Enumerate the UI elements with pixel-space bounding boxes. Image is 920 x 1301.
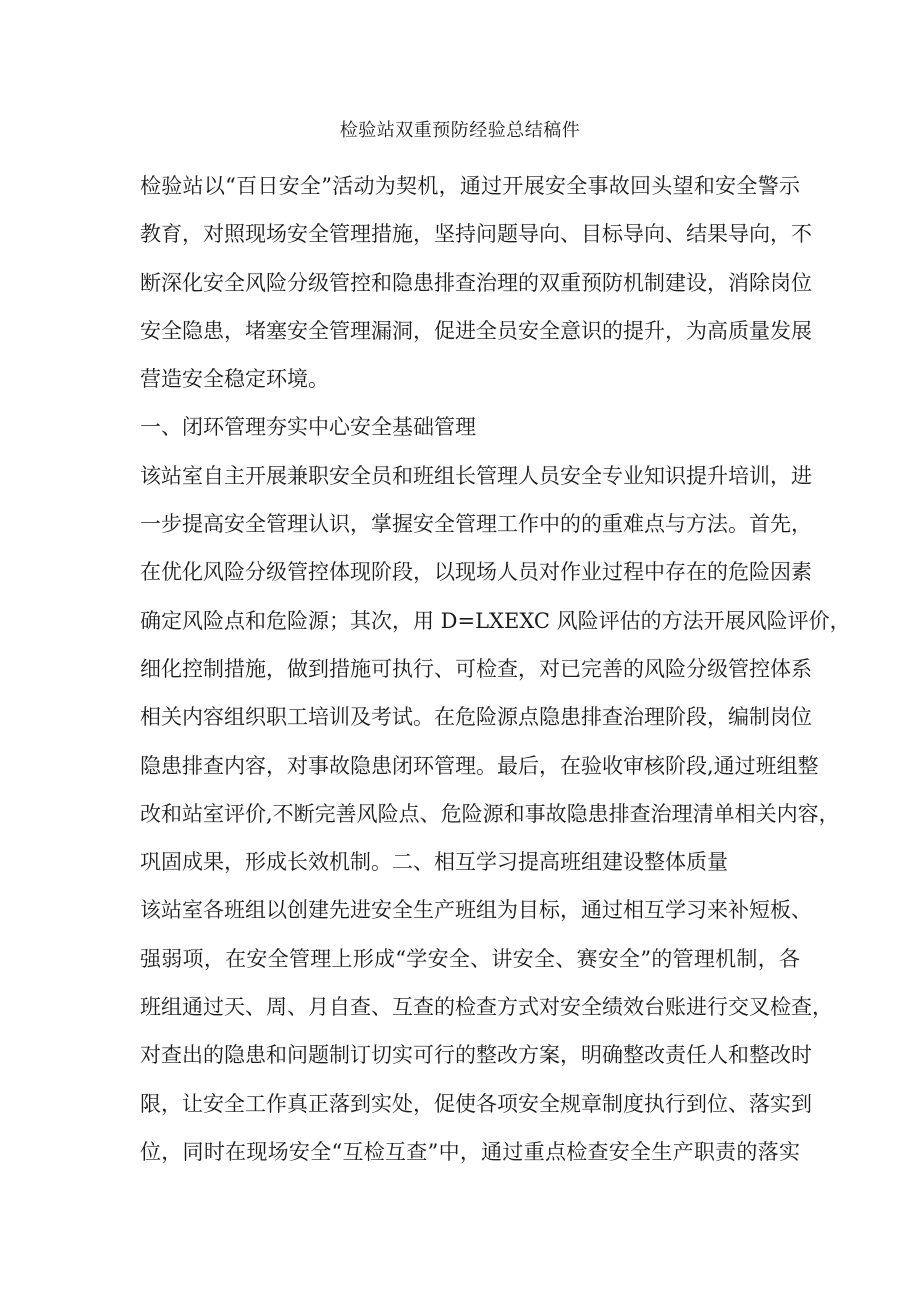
- paragraph-line: 相关内容组织职工培训及考试。在危险源点隐患排查治理阶段，编制岗位: [140, 705, 812, 730]
- paragraph-line: 限，让安全工作真正落到实处，促使各项安全规章制度执行到位、落实到: [140, 1091, 812, 1116]
- paragraph-line: 确定风险点和危险源；其次，用 D=LXEXC 风险评估的方法开展风险评价，: [140, 608, 851, 633]
- paragraph-line: 巩固成果，形成长效机制。二、相互学习提高班组建设整体质量: [140, 850, 728, 875]
- paragraph-line: 位，同时在现场安全“互检互查”中，通过重点检查安全生产职责的落实: [140, 1139, 800, 1164]
- paragraph-line: 强弱项，在安全管理上形成“学安全、讲安全、赛安全”的管理机制，各: [140, 946, 800, 971]
- paragraph-line: 班组通过天、周、月自查、互查的检查方式对安全绩效台账进行交叉检查，: [140, 995, 833, 1020]
- document-body: [140, 162, 851, 1176]
- section-heading: 一、闭环管理夯实中心安全基础管理: [140, 415, 476, 440]
- paragraph-line: 一步提高安全管理认识，掌握安全管理工作中的的重难点与方法。首先，: [140, 512, 812, 537]
- paragraph-line: 检验站以“百日安全”活动为契机，通过开展安全事故回头望和安全警示: [140, 174, 800, 198]
- paragraph-line: 安全隐患，堵塞安全管理漏洞，促进全员安全意识的提升，为高质量发展: [140, 318, 812, 343]
- paragraph-line: 改和站室评价,不断完善风险点、危险源和事故隐患排查治理清单相关内容，: [140, 801, 840, 826]
- paragraph-line: 细化控制措施，做到措施可执行、可检查，对已完善的风险分级管控体系: [140, 656, 812, 681]
- paragraph-line: 营造安全稳定环境。: [140, 367, 329, 392]
- paragraph-line: 隐患排查内容，对事故隐患闭环管理。最后，在验收审核阶段,通过班组整: [140, 753, 819, 778]
- paragraph-line: 断深化安全风险分级管控和隐患排查治理的双重预防机制建设，消除岗位: [140, 270, 812, 295]
- paragraph-line: 该站室自主开展兼职安全员和班组长管理人员安全专业知识提升培训，进: [140, 463, 812, 488]
- paragraph-line: 在优化风险分级管控体现阶段，以现场人员对作业过程中存在的危险因素: [140, 560, 812, 585]
- document-title: 检验站双重预防经验总结稿件: [339, 120, 581, 141]
- paragraph-line: 该站室各班组以创建先进安全生产班组为目标，通过相互学习来补短板、: [140, 898, 812, 923]
- paragraph-line: 对查出的隐患和问题制订切实可行的整改方案，明确整改责任人和整改时: [140, 1043, 812, 1068]
- paragraph-line: 教育，对照现场安全管理措施，坚持问题导向、目标导向、结果导向，不: [140, 222, 812, 247]
